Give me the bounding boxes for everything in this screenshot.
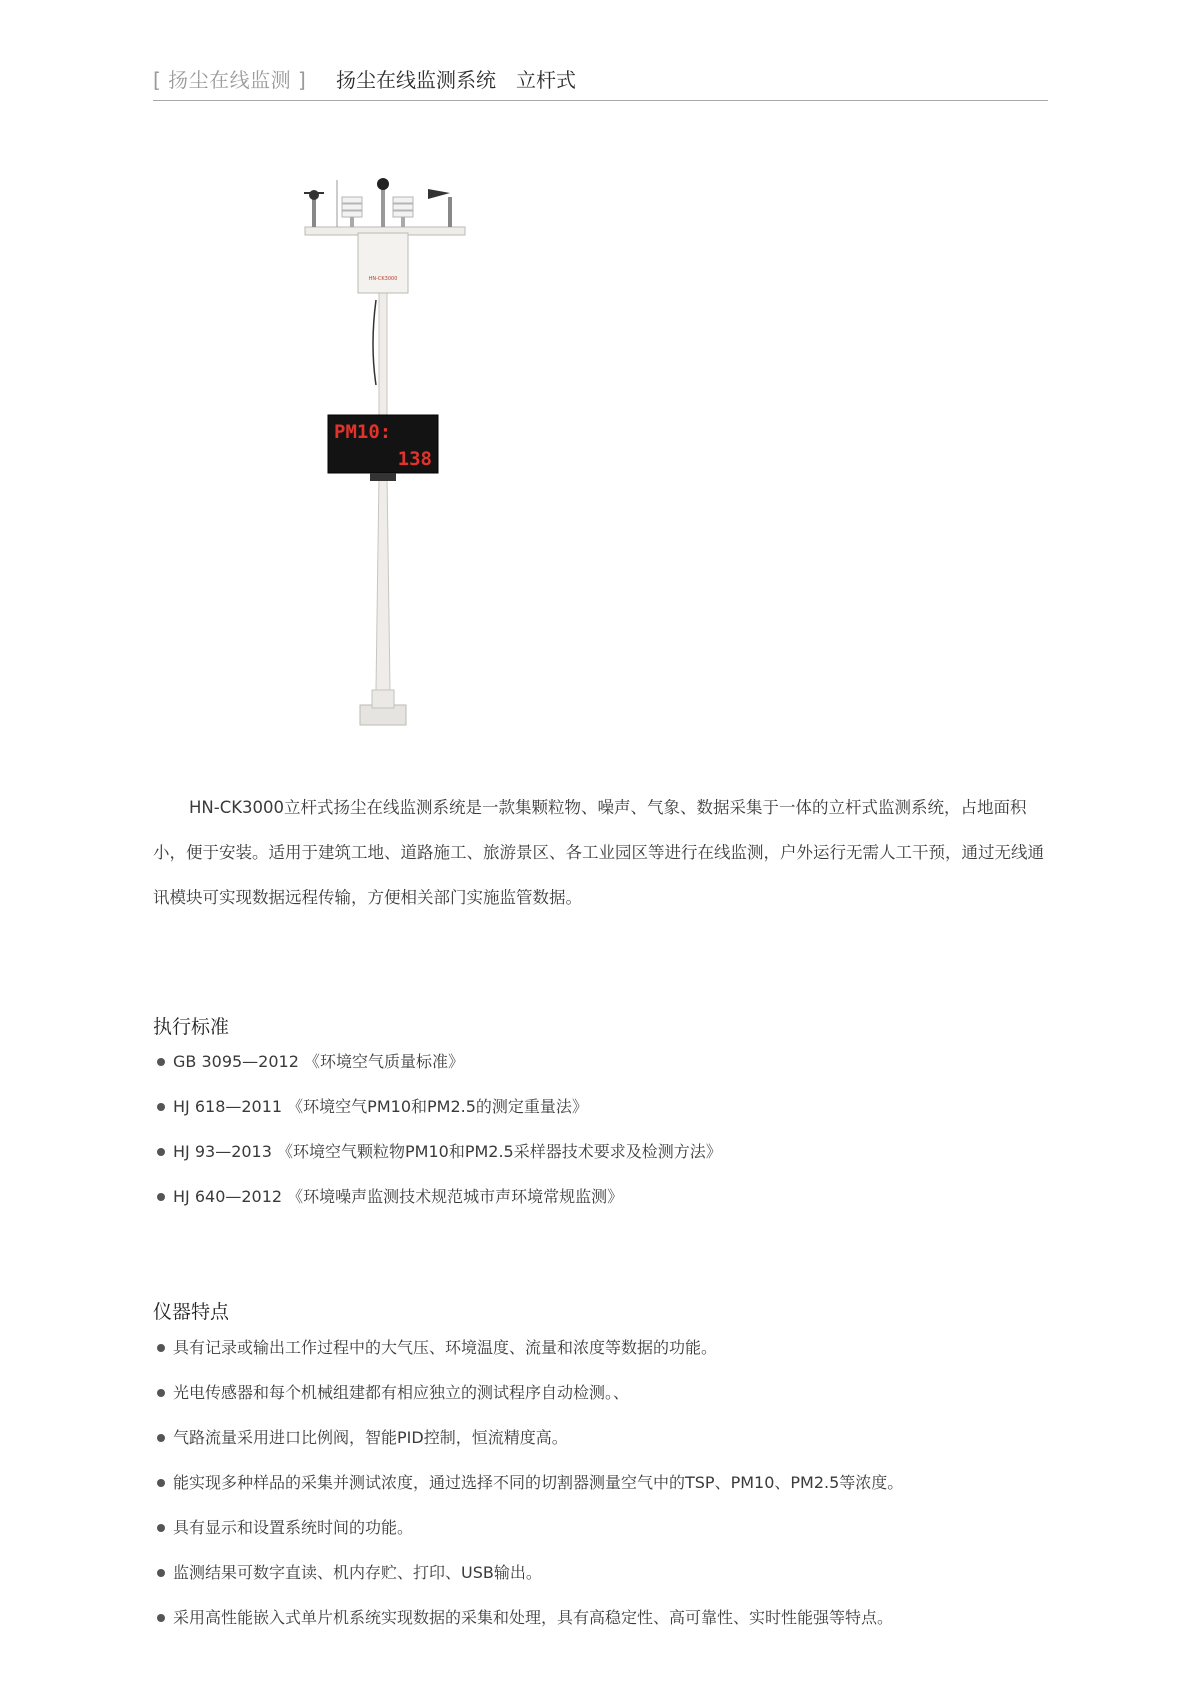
pm-sensor-shield [393,197,413,227]
control-box-label: HN-CK3000 [368,276,398,282]
cable [373,300,376,385]
pole-lower [376,475,390,690]
list-item: 采用高性能嵌入式单片机系统实现数据的采集和处理，具有高稳定性、高可靠性、实时性能强等特点。 [153,1604,903,1649]
list-item: 具有记录或输出工作过程中的大气压、环境温度、流量和浓度等数据的功能。 [153,1334,903,1379]
bullet-icon [157,1614,165,1622]
pole-base-flange [372,690,394,708]
standards-title: 执行标准 [153,1016,230,1038]
breadcrumb: [ 扬尘在线监测 ] [153,68,307,92]
wind-speed-sensor [304,190,324,227]
product-image [290,175,480,735]
bullet-icon [157,1389,165,1397]
display-bracket [370,473,396,481]
led-display-line1: PM10: [334,421,392,443]
features-title: 仪器特点 [153,1301,230,1323]
bullet-icon [157,1434,165,1442]
list-item: HJ 618—2011 《环境空气PM10和PM2.5的测定重量法》 [153,1093,722,1138]
page-title: 扬尘在线监测系统 立杆式 [336,68,576,92]
product-intro: HN-CK3000立杆式扬尘在线监测系统是一款集颗粒物、噪声、气象、数据采集于一体的立杆式监测系统，占地面积小，便于安装。适用于建筑工地、道路施工、旅游景区、各工业园区等进行在线监测，户外运行无需人工干预，通过无线通讯模块可实现数据远程传输，方便相关部门实施监管数据。 [153,798,1044,907]
list-item: 监测结果可数字直读、机内存贮、打印、USB输出。 [153,1559,903,1604]
led-display-line2: 138 [397,448,432,470]
bullet-icon [157,1344,165,1352]
list-item: 光电传感器和每个机械组建都有相应独立的测试程序自动检测。、 [153,1379,903,1424]
features-list [153,1334,903,1649]
bullet-icon [157,1103,165,1111]
bullet-icon [157,1569,165,1577]
bullet-icon [157,1193,165,1201]
list-item: 能实现多种样品的采集并测试浓度，通过选择不同的切割器测量空气中的TSP、PM10、PM2.5等浓度。 [153,1469,903,1514]
bullet-icon [157,1479,165,1487]
bullet-icon [157,1524,165,1532]
list-item: HJ 93—2013 《环境空气颗粒物PM10和PM2.5采样器技术要求及检测方法》 [153,1138,722,1183]
standards-list [153,1048,722,1228]
wind-direction-sensor [428,189,452,227]
pole-upper [379,275,387,415]
bullet-icon [157,1058,165,1066]
control-box [358,233,408,293]
noise-sensor [377,178,389,227]
list-item: HJ 640—2012 《环境噪声监测技术规范城市声环境常规监测》 [153,1183,722,1228]
list-item: 气路流量采用进口比例阀，智能PID控制，恒流精度高。 [153,1424,903,1469]
list-item: 具有显示和设置系统时间的功能。 [153,1514,903,1559]
page-header [153,62,1048,101]
temperature-humidity-shield [342,197,362,227]
list-item: GB 3095—2012 《环境空气质量标准》 [153,1048,722,1093]
bullet-icon [157,1148,165,1156]
